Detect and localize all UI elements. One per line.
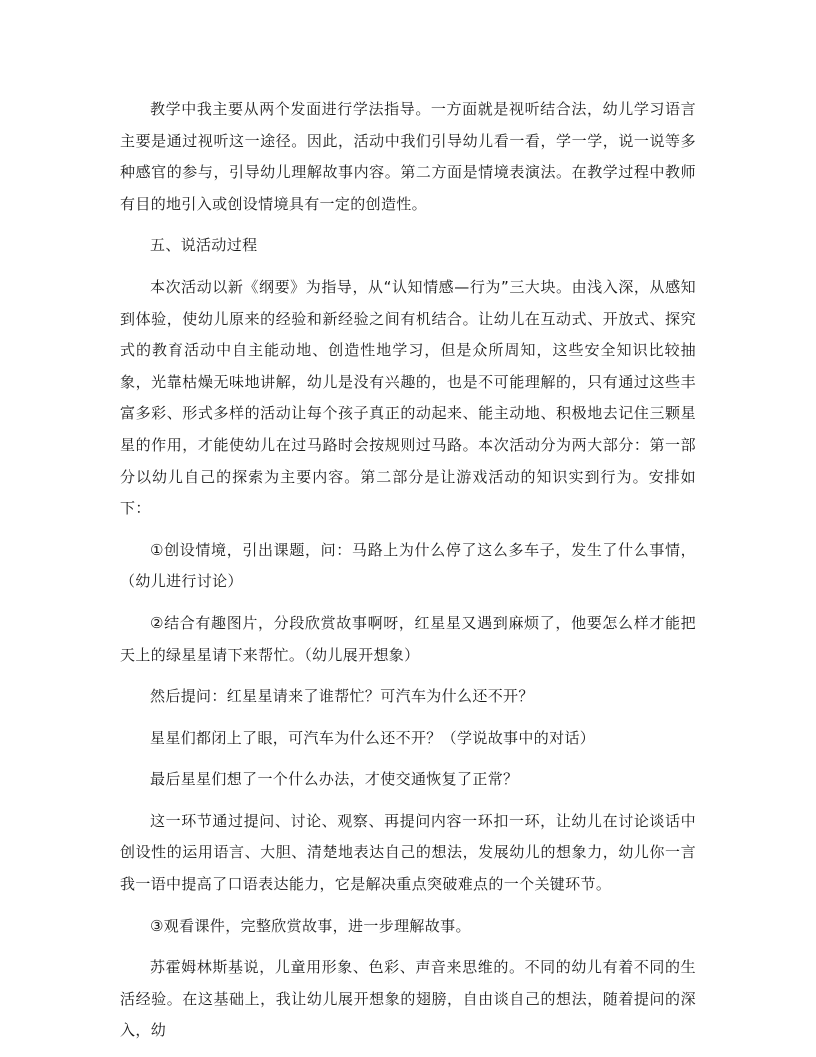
step-3-watch-courseware: ③观看课件，完整欣赏故事，进一步理解故事。 (150, 916, 471, 935)
paragraph-sukhomlinsky: 苏霍姆林斯基说，儿童用形象、色彩、声音来思维的。不同的幼儿有着不同的生活经验。在这基础上，我让幼儿展开想象的翅膀，自由谈自己的想法，随着提问的深入，幼 (120, 958, 696, 1040)
question-traffic-restored: 最后星星们想了一个什么办法，才使交通恢复了正常？ (150, 770, 519, 789)
step-2-story-pictures: ②结合有趣图片，分段欣赏故事啊呀，红星星又遇到麻烦了，他要怎么样才能把天上的绿星星请下来帮忙。（幼儿展开想象） (120, 613, 696, 664)
document-page (120, 94, 696, 1057)
step-1-create-situation: ①创设情境，引出课题，问：马路上为什么停了这么多车子，发生了什么事情，（幼儿进行讨论） (120, 540, 696, 591)
section-heading-activity-process: 五、说活动过程 (150, 236, 258, 255)
paragraph-learning-method: 教学中我主要从两个发面进行学法指导。一方面就是视听结合法，幼儿学习语言主要是通过视听这一途径。因此，活动中我们引导幼儿看一看，学一学，说一说等多种感官的参与，引导幼儿理解故事内容。第二方面是情境表演法。在教学过程中教师有目的地引入或创设情境具有一定的创造性。 (120, 100, 696, 213)
paragraph-activity-overview: 本次活动以新《纲要》为指导，从“认知情感—行为”三大块。由浅入深，从感知到体验，使幼儿原来的经验和新经验之间有机结合。让幼儿在互动式、开放式、探究式的教育活动中自主能动地、创造性地学习，但是众所周知，这些安全知识比较抽象，光靠枯燥无味地讲解，幼儿是没有兴趣的，也是不可能理解的，只有通过这些丰富多彩、形式多样的活动让每个孩子真正的动起来、能主动地、积极地去记住三颗星星的作用，才能使幼儿在过马路时会按规则过马路。本次活动分为两大部分：第一部分以幼儿自己的探索为主要内容。第二部分是让游戏活动的知识实到行为。安排如下： (120, 277, 696, 518)
question-stars-closed-eyes: 星星们都闭上了眼，可汽车为什么还不开？（学说故事中的对话） (150, 728, 596, 747)
paragraph-key-segment: 这一环节通过提问、讨论、观察、再提问内容一环扣一环，让幼儿在讨论谈话中创设性的运用语言、大胆、清楚地表达自己的想法，发展幼儿的想象力，幼儿你一言我一语中提高了口语表达能力，它是解决重点突破难点的一个关键环节。 (120, 811, 696, 894)
question-red-star: 然后提问：红星星请来了谁帮忙？可汽车为什么还不开？ (150, 687, 534, 706)
